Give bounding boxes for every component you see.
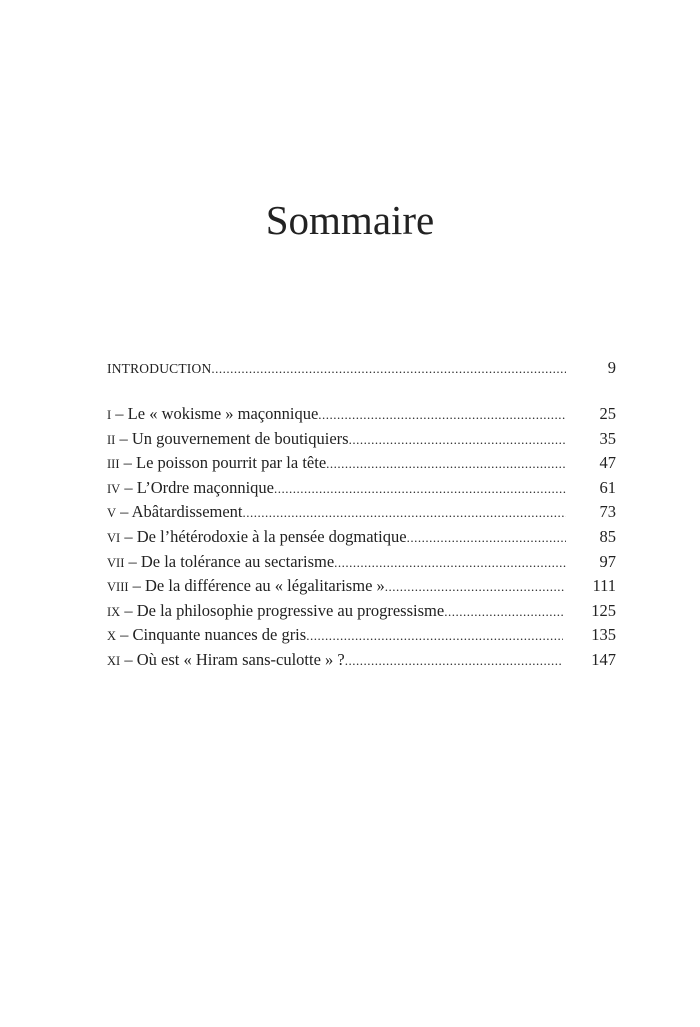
toc-entry-label bbox=[107, 648, 345, 674]
toc-entry-label bbox=[107, 550, 334, 576]
toc-entry-page: 35 bbox=[599, 428, 616, 448]
chapter-title: – Cinquante nuances de gris bbox=[120, 625, 307, 645]
dot-leader bbox=[211, 357, 566, 382]
chapter-numeral: IV bbox=[107, 481, 121, 496]
chapter-title: – De la philosophie progressive au progressisme bbox=[124, 600, 445, 620]
chapter-numeral: VIII bbox=[107, 580, 129, 595]
toc-entry[interactable] bbox=[107, 500, 616, 525]
toc-entry-page: 73 bbox=[599, 502, 616, 522]
toc-entry-page: 85 bbox=[599, 526, 616, 546]
toc-introduction bbox=[107, 356, 616, 381]
toc-entry-label: INTRODUCTION bbox=[107, 361, 212, 376]
chapter-numeral: III bbox=[107, 457, 120, 472]
chapter-numeral: I bbox=[107, 408, 112, 422]
toc-entry[interactable] bbox=[107, 525, 616, 550]
toc-entry-label bbox=[107, 402, 318, 428]
dot-leader bbox=[407, 526, 566, 551]
toc-entry-label bbox=[107, 525, 407, 551]
toc-entry[interactable] bbox=[107, 427, 616, 452]
dot-leader bbox=[345, 649, 564, 674]
toc-entry-introduction[interactable] bbox=[107, 356, 616, 381]
chapter-title: – L’Ordre maçonnique bbox=[124, 477, 275, 497]
toc-entry[interactable] bbox=[107, 623, 616, 648]
toc-entry-label bbox=[107, 599, 444, 625]
chapter-numeral: VI bbox=[107, 530, 121, 545]
toc-entry[interactable] bbox=[107, 402, 616, 427]
toc-entry-label bbox=[107, 623, 306, 649]
dot-leader bbox=[243, 501, 566, 526]
chapter-numeral: V bbox=[107, 506, 117, 521]
dot-leader bbox=[274, 477, 566, 502]
dot-leader bbox=[385, 575, 565, 600]
toc-entry-page: 135 bbox=[591, 625, 616, 645]
toc-entry-label bbox=[107, 500, 243, 526]
toc-entry-page: 47 bbox=[599, 453, 616, 473]
chapter-title: – De la différence au « légalitarisme » bbox=[132, 576, 385, 596]
toc-entry[interactable] bbox=[107, 599, 616, 624]
chapter-title: – Abâtardissement bbox=[120, 502, 243, 522]
chapter-title: – Où est « Hiram sans-culotte » ? bbox=[124, 649, 345, 669]
toc-entry-page: 25 bbox=[599, 404, 616, 423]
chapter-numeral: VII bbox=[107, 555, 125, 570]
dot-leader bbox=[444, 600, 563, 625]
toc-entry[interactable] bbox=[107, 550, 616, 575]
chapter-title: – De l’hétérodoxie à la pensée dogmatique bbox=[124, 526, 407, 546]
toc-entry-page: 9 bbox=[607, 358, 616, 377]
toc-entry-label bbox=[107, 451, 326, 477]
dot-leader bbox=[326, 452, 566, 477]
toc-entry-page: 61 bbox=[599, 477, 616, 497]
chapter-numeral: XI bbox=[107, 653, 121, 668]
toc-chapter-list bbox=[107, 402, 616, 673]
dot-leader bbox=[306, 624, 563, 649]
toc-entry-label bbox=[107, 476, 274, 502]
dot-leader bbox=[334, 551, 566, 576]
chapter-numeral: IX bbox=[107, 604, 121, 619]
chapter-title: – Le « wokisme » maçonnique bbox=[115, 404, 319, 423]
toc-entry-page: 125 bbox=[591, 600, 616, 620]
chapter-numeral: X bbox=[107, 629, 117, 644]
chapter-title: – De la tolérance au sectarisme bbox=[128, 551, 335, 571]
chapter-title: – Le poisson pourrit par la tête bbox=[123, 453, 327, 473]
page-title: Sommaire bbox=[265, 197, 435, 243]
toc-entry-page: 97 bbox=[599, 551, 616, 571]
dot-leader bbox=[349, 428, 566, 453]
toc-entry[interactable] bbox=[107, 451, 616, 476]
toc-entry-page: 111 bbox=[592, 576, 616, 596]
toc-entry-label bbox=[107, 574, 385, 600]
toc-entry-label bbox=[107, 427, 349, 453]
toc-entry-page: 147 bbox=[591, 649, 616, 669]
chapter-numeral: II bbox=[107, 432, 116, 447]
dot-leader bbox=[318, 403, 566, 428]
toc-entry[interactable] bbox=[107, 476, 616, 501]
chapter-title: – Un gouvernement de boutiquiers bbox=[119, 428, 349, 448]
toc-entry[interactable] bbox=[107, 574, 616, 599]
toc-entry[interactable] bbox=[107, 648, 616, 673]
